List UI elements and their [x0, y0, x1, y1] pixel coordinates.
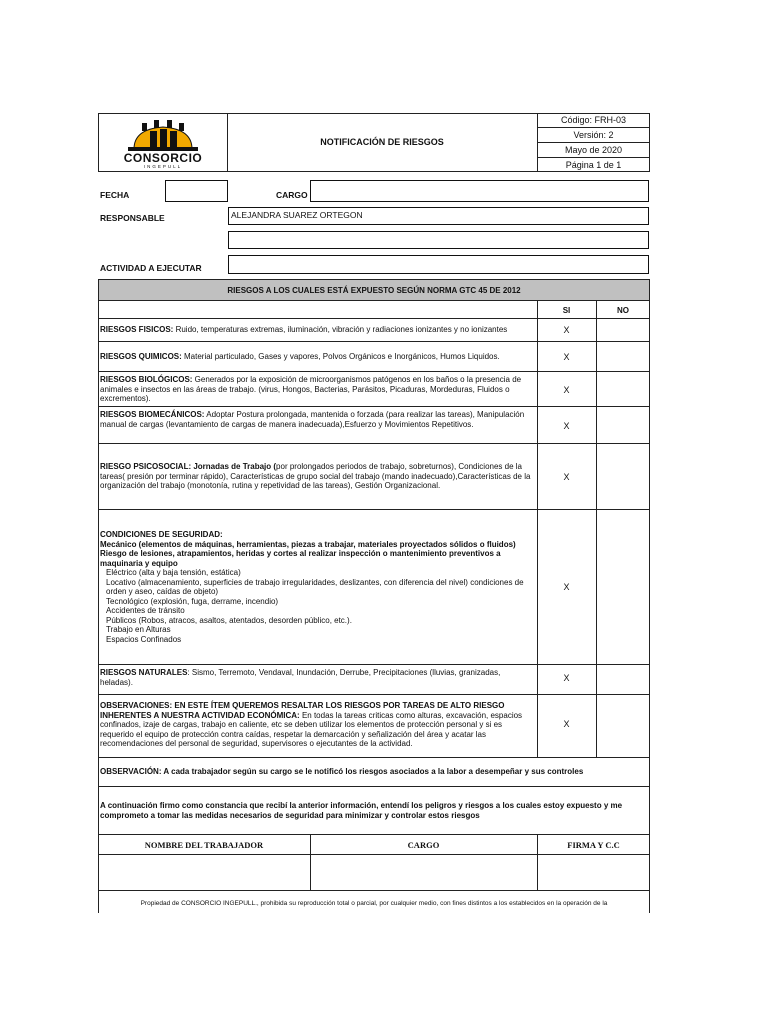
risk-title: RIESGOS NATURALES: [100, 668, 188, 677]
risk-title: RIESGOS QUIMICOS:: [100, 352, 182, 361]
checkbox-no-seguridad[interactable]: [597, 510, 650, 664]
version: Versión: 2: [537, 128, 650, 143]
row-divider: [98, 318, 650, 319]
risk-row-biomecanicos: [100, 410, 535, 429]
actividad-field[interactable]: [228, 255, 649, 274]
col-cargo-header: CARGO: [407, 840, 440, 850]
checkbox-no-biologicos[interactable]: [597, 372, 650, 406]
seguridad-item: Tecnológico (explosión, fuga, derrame, incendio): [106, 596, 279, 606]
checkbox-si-seguridad[interactable]: X: [563, 582, 570, 592]
risk-description: : Sismo, Terremoto, Vendaval, Inundación, Derrube, Precipitaciones (lluvias, granizadas, heladas).: [100, 668, 501, 687]
row-divider: [98, 371, 650, 372]
row-divider: [98, 509, 650, 510]
risk-description: por prolongados periodos de trabajo, sobreturnos), Condiciones de la tareas( presión por terminar rápido), Características de grupo social del trabajo (mando inadecuado),Características de la organización del trabajo (monotonía, rutina y repetividad de las tareas), Gestión Organizacional.: [100, 462, 531, 490]
col-si-divider: [537, 301, 538, 758]
risk-description: Material particulado, Gases y vapores, Polvos Orgánicos e Inorgánicos, Humos Liquidos.: [181, 352, 500, 361]
seguridad-item: Locativo (almacenamiento, superficies de trabajo irregularidades, deslizantes, con diferencia del nivel) condiciones de orden y aseo, caídas de objeto): [106, 577, 524, 596]
cargo-label: CARGO: [276, 190, 308, 200]
seguridad-mecanico: Mecánico (elementos de máquinas, herramientas, piezas a trabajar, materiales proyectados sólidos o fluidos) Riesgo de lesiones, atrapamientos, heridas y cortes al realizar inspección o mantenimiento preventivos a maquinaria y equipo: [100, 539, 516, 568]
checkbox-no-observaciones[interactable]: [597, 695, 650, 758]
checkbox-si-fisicos[interactable]: X: [563, 325, 570, 335]
logo-text: CONSORCIO: [123, 151, 203, 165]
col-no-header: NO: [617, 306, 629, 315]
seguridad-item: Eléctrico (alta y baja tensión, estática): [106, 568, 241, 577]
seguridad-item: Espacios Confinados: [106, 634, 182, 644]
risk-row-psicosocial: [100, 462, 535, 491]
seguridad-item: Trabajo en Alturas: [106, 625, 171, 634]
responsable-label: RESPONSABLE: [100, 213, 165, 223]
row-divider: [98, 341, 650, 342]
seguridad-item: Públicos (Robos, atracos, asaltos, atentados, desorden público, etc.).: [106, 615, 352, 625]
risk-row-seguridad: [100, 530, 535, 644]
risk-row-biologicos: [100, 375, 535, 404]
risk-description: Ruido, temperaturas extremas, iluminación, vibración y radiaciones ionizantes y no ionizantes: [173, 325, 508, 334]
checkbox-si-biologicos[interactable]: X: [563, 385, 570, 395]
cargo-field[interactable]: [310, 180, 649, 202]
row-divider: [98, 443, 650, 444]
responsable-extra-field[interactable]: [228, 231, 649, 249]
risk-title: RIESGO PSICOSOCIAL: Jornadas de Trabajo (: [100, 462, 277, 471]
checkbox-si-naturales[interactable]: X: [563, 673, 570, 683]
constancia-text: A continuación firmo como constancia que recibí la anterior información, entendí los peligros y riesgos a los cuales estoy expuesto y me comprometo a tomar las medidas necesarios de seguridad para minimizar y controlar estos riesgos: [100, 801, 623, 820]
risk-section-title: RIESGOS A LOS CUALES ESTÁ EXPUESTO SEGÚN NORMA GTC 45 DE 2012: [227, 286, 521, 295]
risk-row-observaciones: [100, 701, 535, 749]
doc-date: Mayo de 2020: [537, 143, 650, 158]
col-si-header: SI: [562, 306, 571, 315]
row-divider: [98, 406, 650, 407]
checkbox-no-fisicos[interactable]: [597, 319, 650, 341]
document-title: NOTIFICACIÓN DE RIESGOS: [320, 137, 444, 147]
propiedad-text: Propiedad de CONSORCIO INGEPULL., prohibida su reproducción total o parcial, por cualquier medio, con fines distintos a los establecidos en la operación de la: [140, 900, 608, 907]
checkbox-si-psicosocial[interactable]: X: [563, 472, 570, 482]
firma-input[interactable]: [538, 856, 649, 890]
checkbox-no-quimicos[interactable]: [597, 342, 650, 371]
checkbox-si-biomecanicos[interactable]: X: [563, 421, 570, 431]
fecha-label: FECHA: [100, 190, 130, 200]
risk-row-fisicos: [100, 325, 535, 335]
row-divider: [98, 694, 650, 695]
codigo: Código: FRH-03: [537, 113, 650, 128]
page-number: Página 1 de 1: [565, 160, 622, 170]
col-nombre-header: NOMBRE DEL TRABAJADOR: [144, 840, 264, 850]
cargo-input[interactable]: [311, 856, 536, 890]
risk-description: En todas la tareas criticas como alturas, excavación, espacios confinados, izaje de cargas, trabajo en caliente, etc se deben utilizar los elementos de protección personal y si es requerido el equipo de protección contra caídas, respetar la demarcación y señalización del área y acatar las recomendaciones del personal de seguridad, supervisores o ejecutantes de la actividad.: [100, 710, 523, 748]
risk-description: Adoptar Postura prolongada, mantenida o forzada (para realizar las tareas), Manipulación manual de cargas (levantamiento de cargas de manera inadecuada),Esfuerzo y Movimientos Repetitivos.: [100, 410, 525, 429]
nombre-input[interactable]: [99, 856, 309, 890]
actividad-label: ACTIVIDAD A EJECUTAR: [100, 263, 202, 273]
risk-title: RIESGOS FISICOS:: [100, 325, 174, 334]
risk-row-naturales: [100, 668, 535, 687]
risk-title: RIESGOS BIOLÓGICOS:: [100, 375, 193, 384]
checkbox-no-psicosocial[interactable]: [597, 444, 650, 509]
logo-subtext: INGEPULL: [143, 164, 183, 169]
fecha-field[interactable]: [165, 180, 228, 202]
risk-row-quimicos: [100, 352, 535, 362]
checkbox-no-naturales[interactable]: [597, 665, 650, 694]
col-firma-header: FIRMA Y C.C: [567, 840, 620, 850]
risk-description: Generados por la exposición de microorganismos patógenos en los baños o la presencia de animales e insectos en las áreas de trabajo. (virus, Hongos, Bacterias, Parásitos, Picaduras, Mordeduras, Fluidos o excrementos).: [100, 375, 522, 403]
risk-title: OBSERVACIONES: EN ESTE ÍTEM QUEREMOS RESALTAR LOS RIESGOS POR TAREAS DE ALTO RIESGO INHERENTES A NUESTRA ACTIVIDAD ECONÓMICA:: [100, 701, 505, 720]
row-divider: [98, 664, 650, 665]
checkbox-si-quimicos[interactable]: X: [563, 352, 570, 362]
responsable-field[interactable]: ALEJANDRA SUAREZ ORTEGON: [228, 207, 649, 225]
risk-title: RIESGOS BIOMECÁNICOS:: [100, 410, 205, 419]
checkbox-si-observaciones[interactable]: X: [563, 719, 570, 729]
seguridad-item: Accidentes de tránsito: [106, 606, 185, 615]
checkbox-no-biomecanicos[interactable]: [597, 407, 650, 443]
logo-cell: [98, 113, 228, 172]
risk-title: CONDICIONES DE SEGURIDAD:: [100, 530, 223, 539]
observacion-text: OBSERVACIÓN: A cada trabajador según su cargo se le notificó los riesgos asociados a la labor a desempeñar y sus controles: [100, 767, 584, 776]
